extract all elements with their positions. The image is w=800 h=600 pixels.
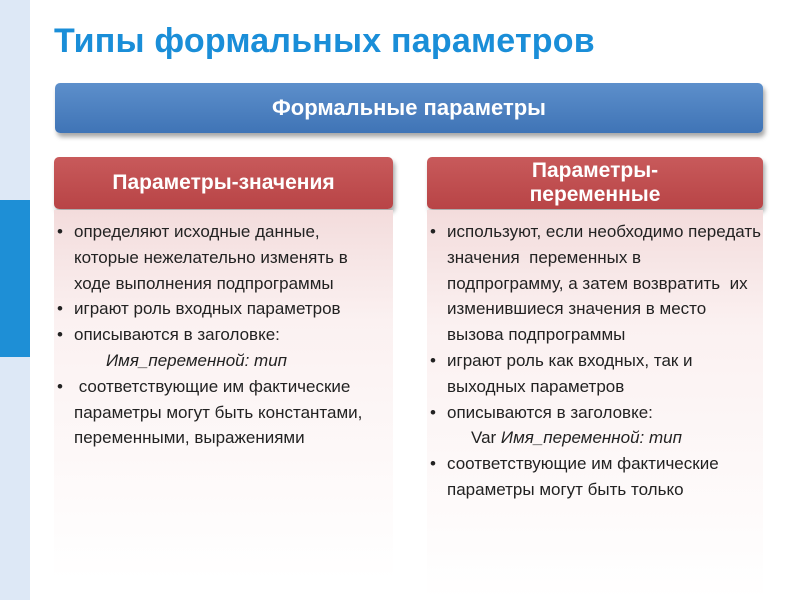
list-item: • соответствующие им фактические параметры могут быть только: [427, 451, 761, 503]
var-params-list: [427, 210, 766, 503]
value-params-header: [54, 157, 393, 209]
bullet-icon: •: [430, 222, 436, 241]
bullet-icon: •: [57, 376, 63, 396]
bullet-icon: •: [57, 325, 63, 345]
list-item: • описываются в заголовке: Var Имя_переменной: тип: [427, 400, 761, 452]
bullet-icon: •: [57, 222, 63, 241]
side-accent-bar: [0, 200, 30, 357]
var-params-header: [427, 157, 763, 209]
list-item: • соответствующие им фактические параметры могут быть константами, переменными, выражениями: [54, 374, 389, 451]
list-item: • определяют исходные данные, которые нежелательно изменять в ходе выполнения подпрограммы: [54, 219, 389, 296]
bullet-icon: •: [430, 350, 436, 370]
bullet-icon: •: [430, 402, 436, 422]
list-item: • играют роль как входных, так и выходных параметров: [427, 348, 761, 400]
value-param-signature: Имя_переменной: тип: [106, 350, 288, 370]
bullet-icon: •: [57, 299, 63, 319]
slide-title: Типы формальных параметров: [54, 22, 595, 60]
var-keyword: Var: [471, 428, 497, 448]
value-params-list: [54, 210, 393, 451]
value-params-header-label: Параметры-значения: [112, 171, 335, 194]
list-item: • играют роль входных параметров: [54, 296, 389, 322]
list-item: • описываются в заголовке: Имя_переменной: тип: [54, 322, 389, 374]
var-params-header-label: Параметры-переменные: [529, 159, 661, 206]
var-params-body: [427, 210, 766, 600]
var-param-signature: Var Имя_переменной: тип: [471, 428, 682, 448]
formal-params-banner: [55, 83, 763, 133]
banner-label: Формальные параметры: [272, 95, 546, 120]
list-item: • используют, если необходимо передать значения переменных в подпрограмму, а затем возвратить их изменившиеся значения в место вызова подпрограммы: [427, 219, 761, 348]
bullet-icon: •: [430, 454, 436, 474]
value-params-body: [54, 210, 393, 580]
